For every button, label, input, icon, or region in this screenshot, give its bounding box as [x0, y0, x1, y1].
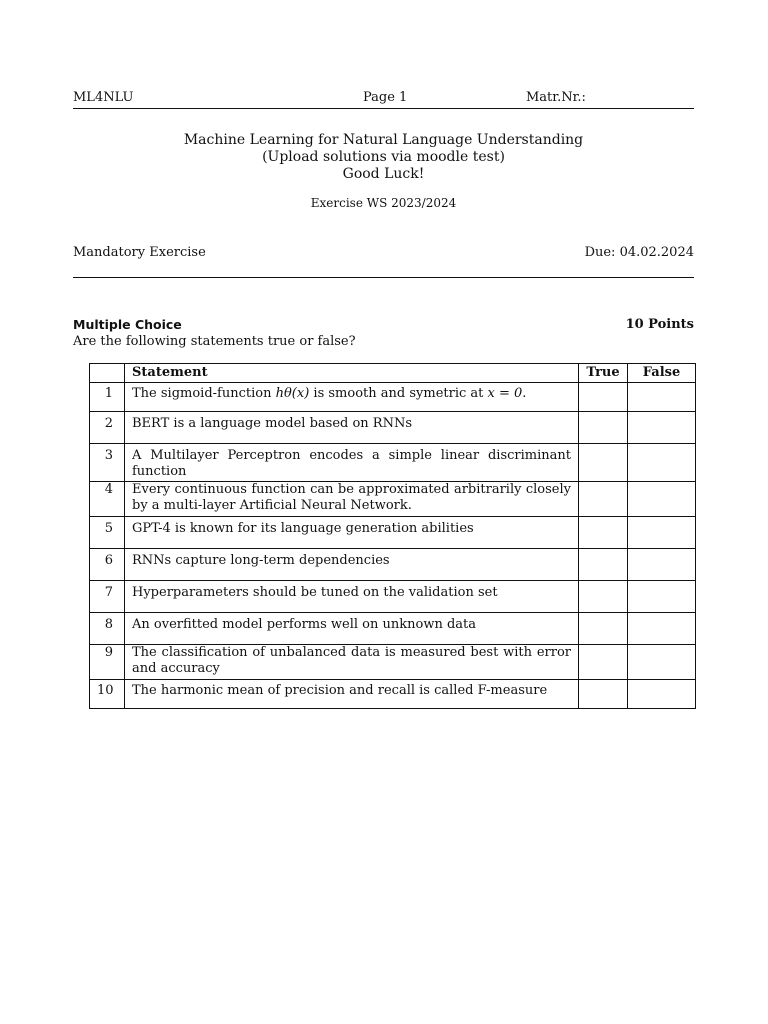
table-row — [90, 412, 696, 444]
section-points: 10 Points — [625, 317, 694, 332]
title-line-2: (Upload solutions via moodle test) — [262, 149, 505, 165]
divider — [73, 277, 694, 278]
row-number: 5 — [90, 517, 125, 549]
true-answer-cell[interactable] — [579, 680, 628, 709]
row-number: 9 — [90, 645, 125, 680]
table-row — [90, 613, 696, 645]
number-header — [90, 364, 125, 383]
true-answer-cell[interactable] — [579, 581, 628, 613]
title-line-3: Good Luck! — [342, 166, 425, 182]
statement-text: An overfitted model performs well on unknown data — [125, 613, 579, 645]
table-row — [90, 549, 696, 581]
section-title: Multiple Choice — [73, 317, 182, 332]
true-answer-cell[interactable] — [579, 412, 628, 444]
row-number: 10 — [90, 680, 125, 709]
statement-header: Statement — [125, 364, 579, 383]
row-number: 2 — [90, 412, 125, 444]
true-answer-cell[interactable] — [579, 613, 628, 645]
table-row — [90, 645, 696, 680]
table-row — [90, 517, 696, 549]
true-answer-cell[interactable] — [579, 383, 628, 412]
course-code: ML4NLU — [73, 90, 134, 105]
exercise-type: Mandatory Exercise — [73, 245, 206, 260]
table-header-row — [90, 364, 696, 383]
statement-text: RNNs capture long-term dependencies — [125, 549, 579, 581]
statement-text-part: . — [522, 386, 527, 401]
statement-text: The classification of unbalanced data is measured best with error and accuracy — [125, 645, 579, 680]
statement-text: A Multilayer Perceptron encodes a simple linear discriminant function — [125, 444, 579, 482]
false-answer-cell[interactable] — [628, 383, 696, 412]
due-date: Due: 04.02.2024 — [584, 245, 694, 260]
statement-text: BERT is a language model based on RNNs — [125, 412, 579, 444]
table-row — [90, 482, 696, 517]
false-answer-cell[interactable] — [628, 517, 696, 549]
exercise-term: Exercise WS 2023/2024 — [310, 196, 457, 210]
true-answer-cell[interactable] — [579, 482, 628, 517]
row-number: 8 — [90, 613, 125, 645]
false-answer-cell[interactable] — [628, 482, 696, 517]
section-question: Are the following statements true or false? — [73, 334, 356, 349]
statement-text-part: The sigmoid-function — [132, 386, 276, 401]
row-number: 1 — [90, 383, 125, 412]
true-answer-cell[interactable] — [579, 549, 628, 581]
statement-text: GPT-4 is known for its language generation abilities — [125, 517, 579, 549]
exercise-info — [73, 245, 694, 260]
statement-text: The harmonic mean of precision and recall is called F-measure — [125, 680, 579, 709]
statement-text: Hyperparameters should be tuned on the validation set — [125, 581, 579, 613]
section-heading — [73, 317, 694, 333]
statement-text-part: is smooth and symetric at — [309, 386, 488, 401]
matriculation-number-label: Matr.Nr.: — [526, 90, 586, 105]
row-number: 3 — [90, 444, 125, 482]
statement-text: Every continuous function can be approximated arbitrarily closely by a multi-layer Artificial Neural Network. — [125, 482, 579, 517]
page-header — [73, 90, 694, 109]
statement-text — [125, 383, 579, 412]
table-row — [90, 581, 696, 613]
true-header: True — [579, 364, 628, 383]
math-expression: x = 0 — [487, 386, 523, 401]
row-number: 6 — [90, 549, 125, 581]
false-answer-cell[interactable] — [628, 645, 696, 680]
table-row — [90, 444, 696, 482]
row-number: 4 — [90, 482, 125, 517]
table-row — [90, 383, 696, 412]
false-answer-cell[interactable] — [628, 680, 696, 709]
true-answer-cell[interactable] — [579, 645, 628, 680]
row-number: 7 — [90, 581, 125, 613]
false-answer-cell[interactable] — [628, 581, 696, 613]
table-row — [90, 680, 696, 709]
exam-page — [73, 0, 694, 1024]
math-expression: hθ(x) — [275, 386, 310, 401]
false-answer-cell[interactable] — [628, 549, 696, 581]
multiple-choice-table — [89, 363, 696, 709]
false-answer-cell[interactable] — [628, 412, 696, 444]
exam-title — [73, 132, 694, 183]
true-answer-cell[interactable] — [579, 517, 628, 549]
title-line-1: Machine Learning for Natural Language Understanding — [183, 132, 584, 148]
page-number: Page 1 — [363, 90, 408, 105]
false-answer-cell[interactable] — [628, 613, 696, 645]
true-answer-cell[interactable] — [579, 444, 628, 482]
false-answer-cell[interactable] — [628, 444, 696, 482]
false-header: False — [628, 364, 696, 383]
